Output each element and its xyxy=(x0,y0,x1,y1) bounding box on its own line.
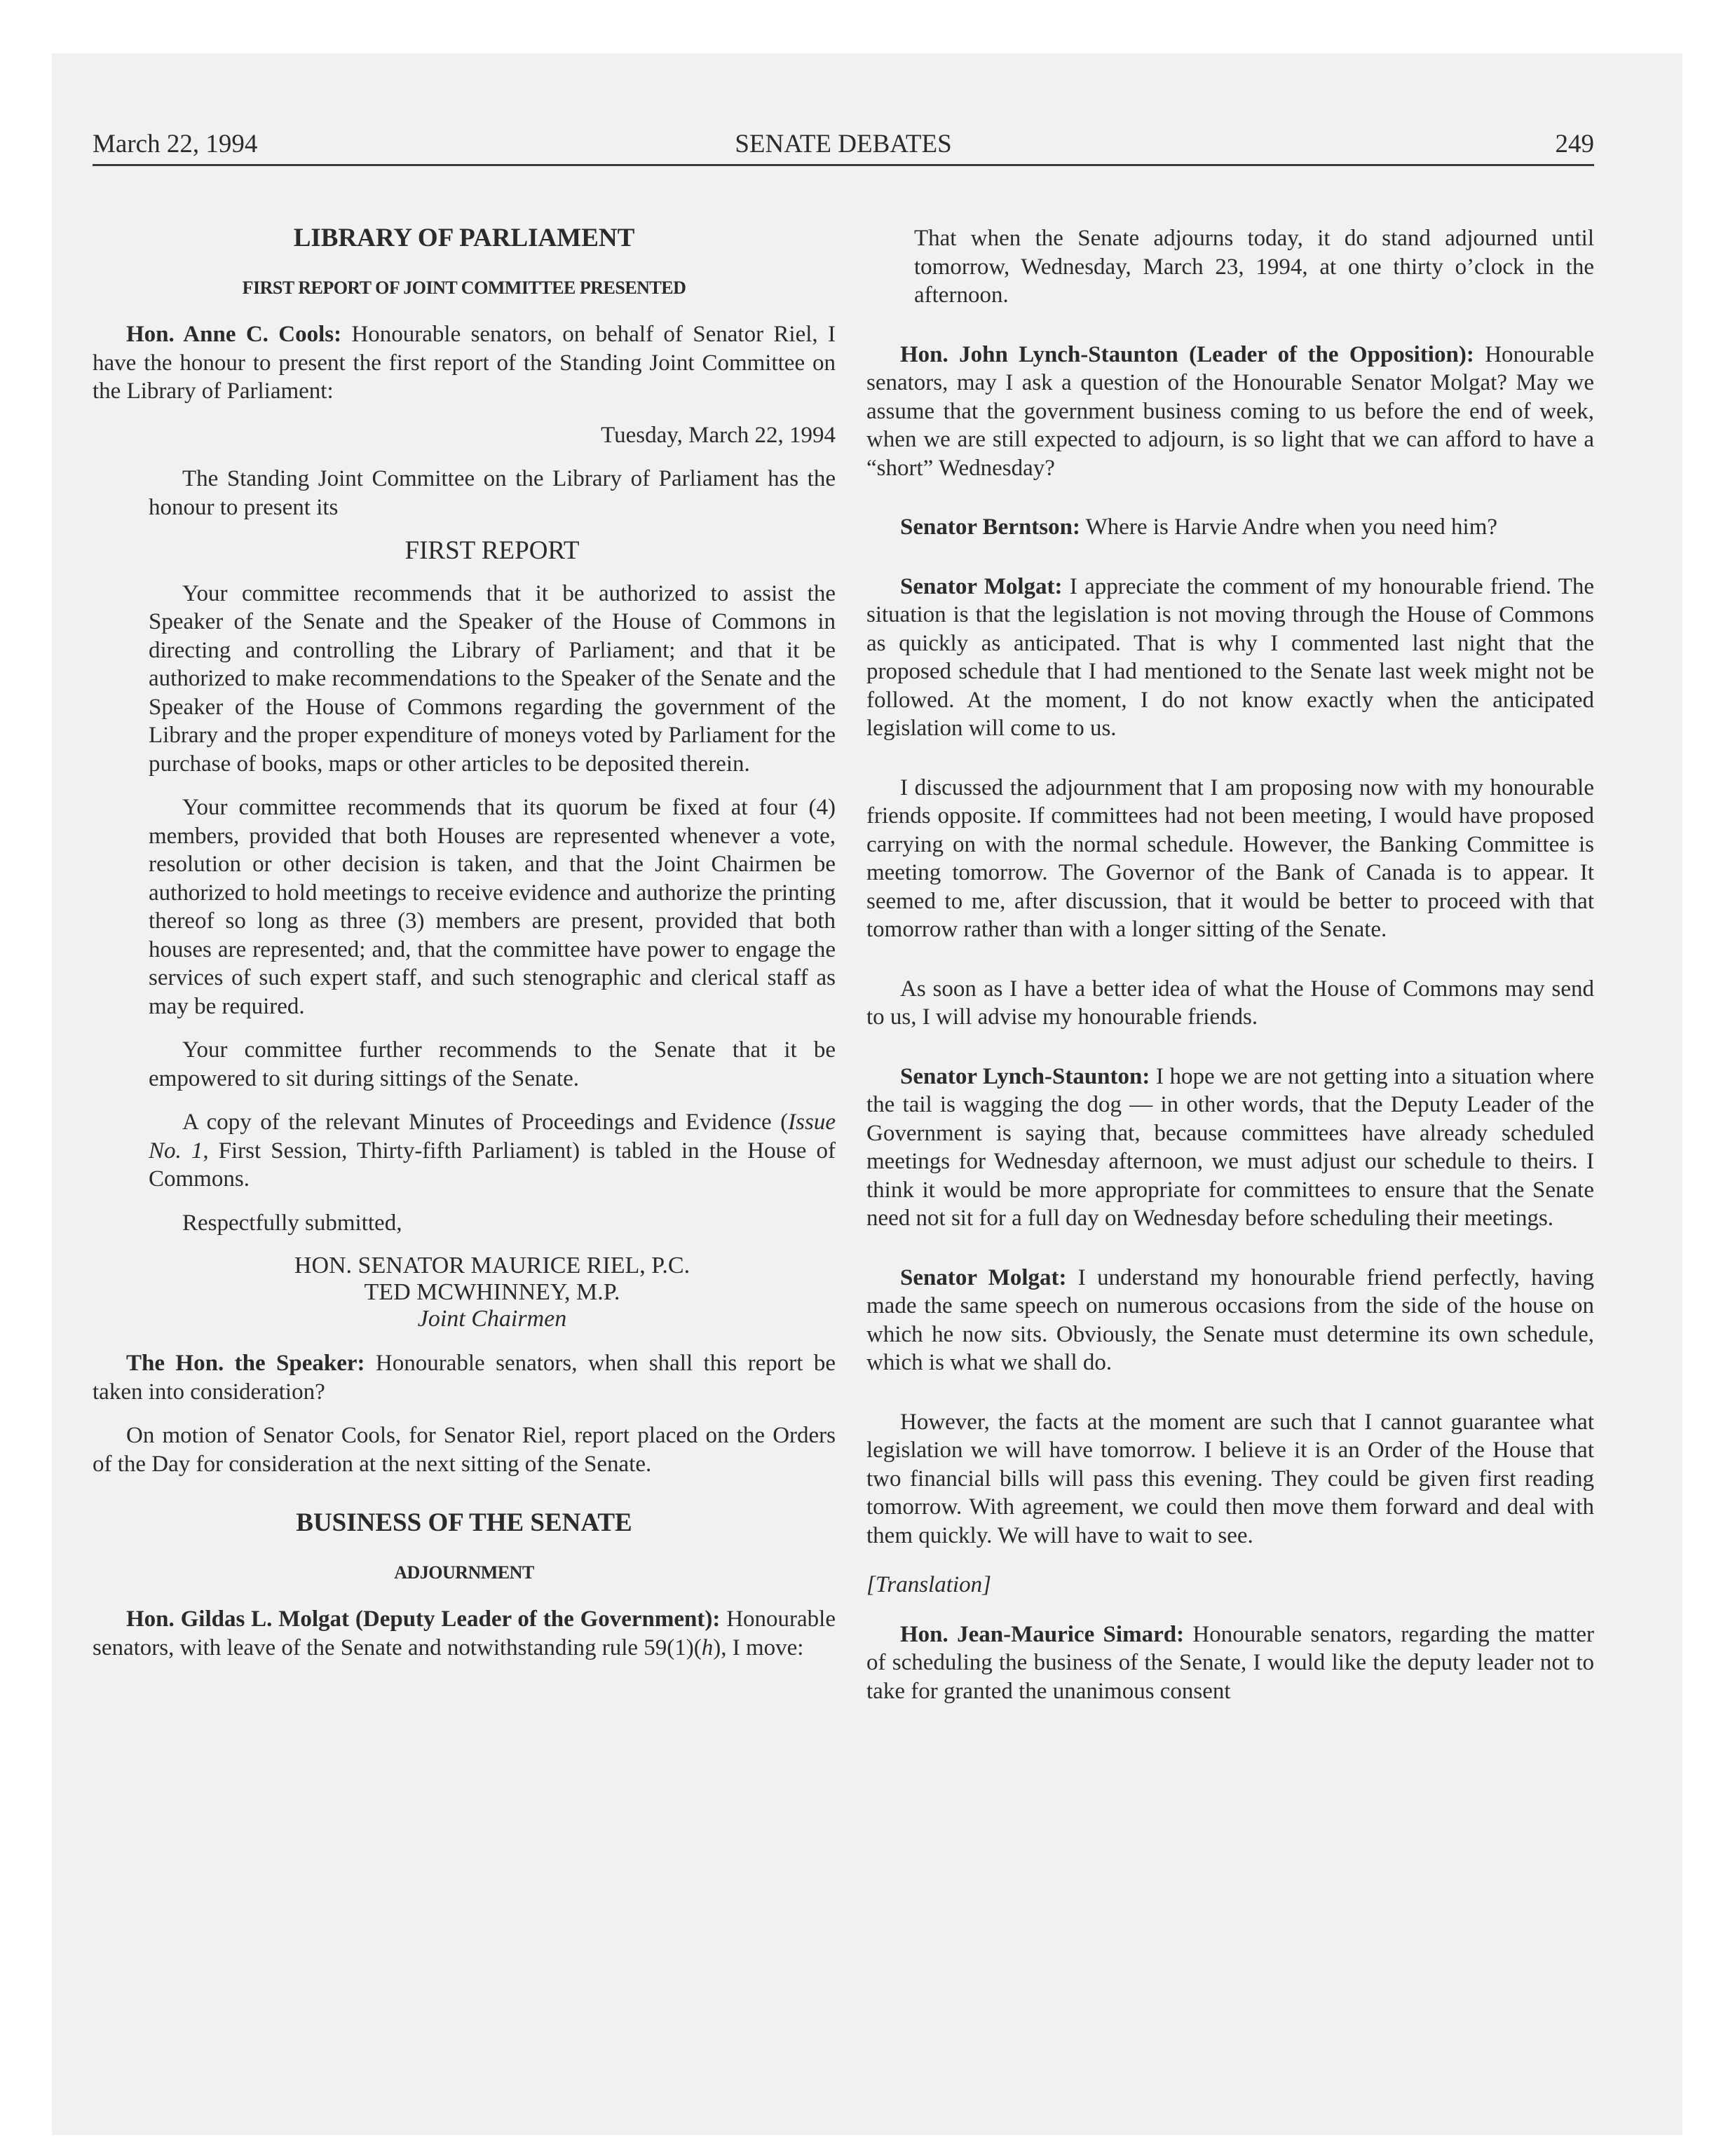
paragraph-molgat-1 xyxy=(866,573,1594,743)
issue-reference: Issue No. 1 xyxy=(149,1110,836,1164)
speech-text: Where is Harvie Andre when you need him? xyxy=(1080,514,1498,540)
signature-mcwhinney: TED MCWHINNEY, M.P. xyxy=(364,1279,620,1305)
speaker-name: Hon. John Lynch-Staunton (Leader of the Opposition): xyxy=(900,341,1474,367)
header-date: March 22, 1994 xyxy=(93,130,258,158)
subsection-title-first-report: FIRST REPORT OF JOINT COMMITTEE PRESENTED xyxy=(242,277,686,298)
speech-text: Honourable senators, may I ask a question of the Honourable Senator Molgat? May we assume that the government business coming to us before the end of week, when we are still expected to adjourn, is so light that we can afford to have a “short” Wednesday? xyxy=(866,341,1594,481)
paragraph-molgat-4 xyxy=(866,1264,1594,1377)
paragraph-simard xyxy=(866,1621,1594,1706)
speech-text: Honourable senators, with leave of the Senate and notwithstanding rule 59(1)( xyxy=(93,1606,836,1660)
report-p4-text-end: , First Session, Thirty-fifth Parliament) is tabled in the House of Commons. xyxy=(149,1138,836,1192)
paragraph-lynch-staunton-1 xyxy=(866,341,1594,483)
section-title-library: LIBRARY OF PARLIAMENT xyxy=(293,224,635,252)
speaker-name: Hon. Jean-Maurice Simard: xyxy=(900,1621,1185,1647)
report-intro: The Standing Joint Committee on the Library of Parliament has the honour to present its xyxy=(149,466,836,520)
signature-riel: HON. SENATOR MAURICE RIEL, P.C. xyxy=(294,1253,690,1278)
section-title-business: BUSINESS OF THE SENATE xyxy=(296,1508,632,1537)
paragraph-speaker xyxy=(93,1349,836,1406)
left-column xyxy=(93,224,836,1677)
report-closing: Respectfully submitted, xyxy=(182,1210,402,1236)
page-header xyxy=(93,125,1594,166)
speech-text: Honourable senators, on behalf of Senator Riel, I have the honour to present the first report of the Standing Joint Committee on the Library of Parliament: xyxy=(93,322,836,404)
header-title: SENATE DEBATES xyxy=(735,130,952,158)
speaker-name: Hon. Anne C. Cools: xyxy=(126,322,342,347)
speaker-name: Senator Lynch-Staunton: xyxy=(900,1063,1150,1089)
paragraph-cools xyxy=(93,320,836,406)
signature-role: Joint Chairmen xyxy=(417,1306,567,1332)
speaker-name: The Hon. the Speaker: xyxy=(126,1351,365,1376)
paragraph-molgat-3: As soon as I have a better idea of what the House of Commons may send to us, I will advise my honourable friends. xyxy=(866,976,1594,1030)
report-block xyxy=(93,465,836,1332)
report-paragraph-2: Your committee recommends that its quorum be fixed at four (4) members, provided that both Houses are represented whenever a vote, resolution or other decision is taken, and that the Joint Chairmen be authorized to hold meetings to receive evidence and authorize the printing thereof so long as three (3) members are present, provided that both houses are represented; and, that the committee have power to engage the services of such expert staff, and such stenographic and clerical staff as may be required. xyxy=(149,795,836,1019)
paragraph-molgat-motion xyxy=(93,1605,836,1662)
speaker-name: Hon. Gildas L. Molgat (Deputy Leader of the Government): xyxy=(126,1606,721,1632)
speech-text: I appreciate the comment of my honourable friend. The situation is that the legislation is not moving through the House of Commons as quickly as anticipated. That is why I commented last night that the proposed schedule that I had mentioned to the Senate last week might not be followed. At the moment, I do not know exactly when the anticipated legislation will come to us. xyxy=(866,573,1594,741)
subsection-title-adjournment: ADJOURNMENT xyxy=(394,1562,534,1583)
paragraph-molgat-5: However, the facts at the moment are such that I cannot guarantee what legislation we will have tomorrow. I believe it is an Order of the House that two financial bills will pass this evening. They could be given first reading tomorrow. With agreement, we could then move them forward and deal with them quickly. We will have to wait to see. xyxy=(866,1409,1594,1548)
speaker-name: Senator Molgat: xyxy=(900,573,1063,599)
report-paragraph-1: Your committee recommends that it be authorized to assist the Speaker of the Senate and the Speaker of the House of Commons in directing and controlling the Library of Parliament; and that it be authorized to make recommendations to the Speaker of the Senate and the Speaker of the House of Commons regarding the government of the Library and the proper expenditure of moneys voted by Parliament for the purchase of books, maps or other articles to be deposited therein. xyxy=(149,580,836,777)
speech-text: I hope we are not getting into a situation where the tail is wagging the dog — in other words, that the Deputy Leader of the Government is saying that, because committees have already scheduled meetings for Wednesday afternoon, we must adjust our schedule to theirs. I think it would be more appropriate for committees to ensure that the Senate need not sit for a full day on Wednesday before scheduling their meetings. xyxy=(866,1063,1594,1231)
speech-text: Honourable senators, when shall this report be taken into consideration? xyxy=(93,1351,836,1405)
paragraph-berntson xyxy=(866,513,1594,542)
motion-body: That when the Senate adjourns today, it do stand adjourned until tomorrow, Wednesday, March 23, 1994, at one thirty o’clock in the afternoon. xyxy=(914,226,1594,308)
page-number: 249 xyxy=(1555,130,1594,158)
speaker-name: Senator Molgat: xyxy=(900,1264,1067,1290)
speech-text: I understand my honourable friend perfectly, having made the same speech on numerous occasions from the side of the house on which he now sits. Obviously, the Senate must determine its own schedule, which is what we shall do. xyxy=(866,1264,1594,1375)
rule-letter: h xyxy=(701,1635,714,1660)
report-date: Tuesday, March 22, 1994 xyxy=(601,422,836,448)
speaker-name: Senator Berntson: xyxy=(900,514,1080,540)
report-p4-text: A copy of the relevant Minutes of Proceedings and Evidence ( xyxy=(182,1110,789,1135)
paragraph-motion-cools: On motion of Senator Cools, for Senator Riel, report placed on the Orders of the Day for consideration at the next sitting of the Senate. xyxy=(93,1423,836,1477)
report-heading: FIRST REPORT xyxy=(404,536,580,565)
right-column xyxy=(866,224,1594,1721)
speech-text: Honourable senators, regarding the matter of scheduling the business of the Senate, I would like the deputy leader not to take for granted the unanimous consent xyxy=(866,1621,1594,1704)
translation-marker: [Translation] xyxy=(866,1572,991,1597)
speech-text-end: ), I move: xyxy=(713,1635,804,1660)
paragraph-lynch-staunton-2 xyxy=(866,1063,1594,1233)
report-paragraph-3: Your committee further recommends to the Senate that it be empowered to sit during sittings of the Senate. xyxy=(149,1037,836,1091)
paragraph-molgat-2: I discussed the adjournment that I am proposing now with my honourable friends opposite. If committees had not been meeting, I would have proposed carrying on with the normal schedule. However, the Banking Committee is meeting tomorrow. The Governor of the Bank of Canada is to appear. It seemed to me, after discussion, that it would be better to proceed with that tomorrow rather than with a longer sitting of the Senate. xyxy=(866,775,1594,942)
report-paragraph-4 xyxy=(149,1108,836,1194)
motion-text xyxy=(866,224,1594,310)
